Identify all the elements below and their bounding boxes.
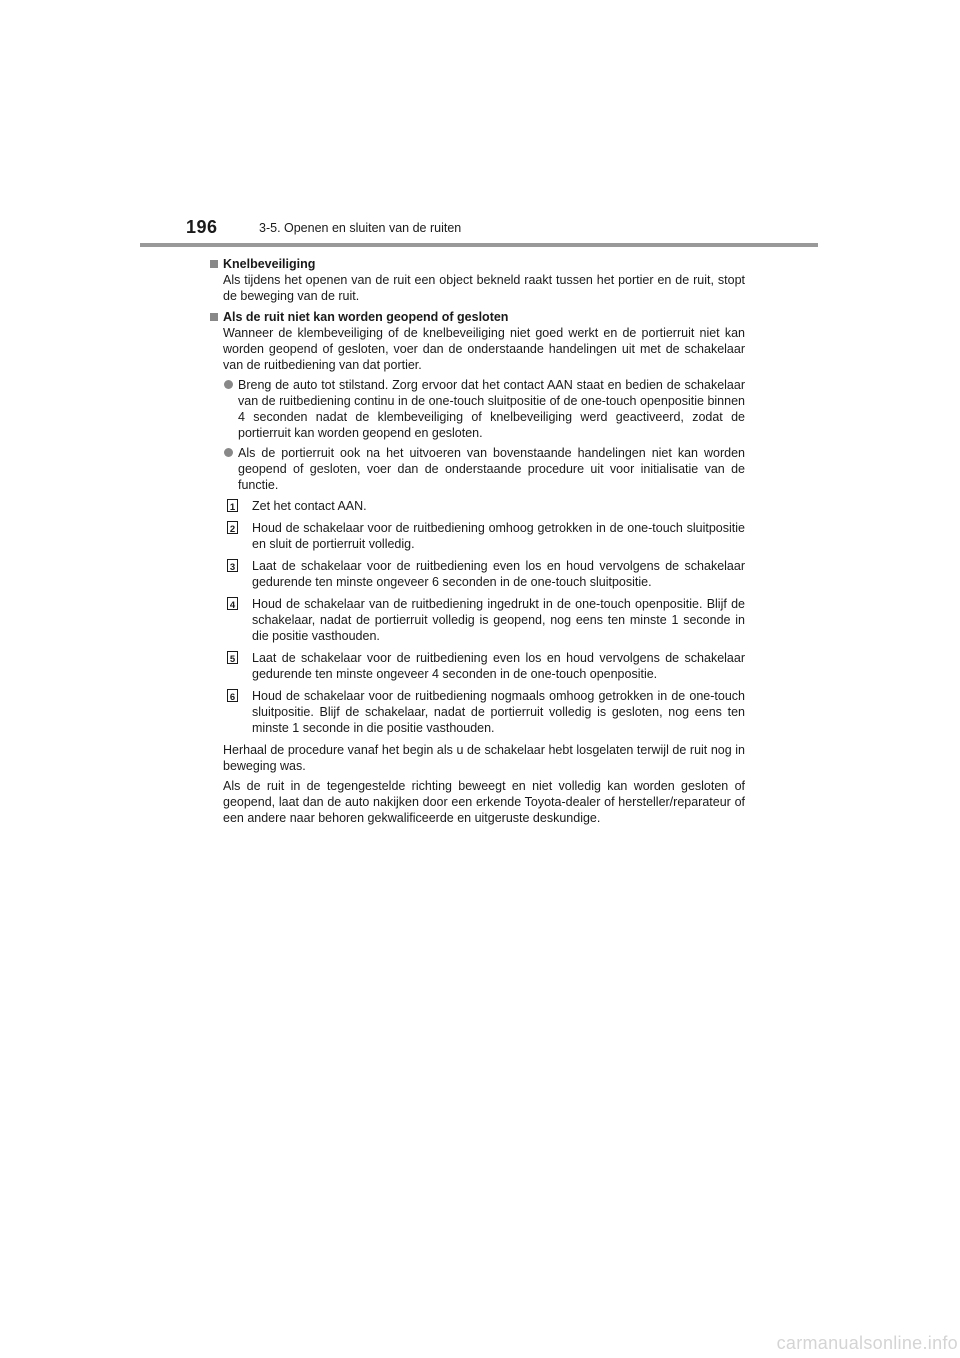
round-bullet-icon: [224, 448, 233, 457]
square-bullet-icon: [210, 260, 218, 268]
step-item: 6 Houd de schakelaar voor de ruitbediening nogmaals omhoog getrokken in de one-touch sluitpositie. Blijf de schakelaar, nadat de portierruit volledig is gesloten, nog eens ten minste 1 seconde in die positie vasthouden.: [210, 688, 745, 736]
paragraph: Als tijdens het openen van de ruit een object bekneld raakt tussen het portier en de ruit, stopt de beweging van de ruit.: [223, 273, 745, 303]
step-item: 2 Houd de schakelaar voor de ruitbediening omhoog getrokken in de one-touch sluitpositie en sluit de portierruit volledig.: [210, 520, 745, 552]
square-bullet-icon: [210, 313, 218, 321]
round-bullet-icon: [224, 380, 233, 389]
list-item: Als de portierruit ook na het uitvoeren van bovenstaande handelingen niet kan worden geopend of gesloten, voer dan de onderstaande procedure uit voor initialisatie van de functie.: [223, 445, 745, 493]
step-item: 1 Zet het contact AAN.: [210, 498, 745, 514]
page-number: 196: [186, 217, 218, 237]
step-list: [210, 498, 745, 736]
header-divider: [140, 243, 818, 247]
section-heading: Als de ruit niet kan worden geopend of gesloten: [210, 309, 745, 325]
step-number-box: 4: [227, 597, 238, 610]
step-number-box: 6: [227, 689, 238, 702]
step-number-box: 1: [227, 499, 238, 512]
step-number-box: 3: [227, 559, 238, 572]
closing-paragraph: Als de ruit in de tegengestelde richting beweegt en niet volledig kan worden gesloten of geopend, laat dan de auto nakijken door een erkende Toyota-dealer of hersteller/reparateur of een andere naar behoren gekwalificeerde en uitgeruste deskundige.: [223, 779, 745, 825]
step-item: 4 Houd de schakelaar van de ruitbediening ingedrukt in de one-touch openpositie. Blijf de schakelaar, nadat de portierruit volledig is geopend, nog eens ten minste 1 seconde in die positie vasthouden.: [210, 596, 745, 644]
step-number-box: 5: [227, 651, 238, 664]
step-number-box: 2: [227, 521, 238, 534]
section-heading: Knelbeveiliging: [210, 256, 745, 272]
step-item: 5 Laat de schakelaar voor de ruitbediening even los en houd vervolgens de schakelaar gedurende ten minste ongeveer 4 seconden in de one-touch openpositie.: [210, 650, 745, 682]
step-item: 3 Laat de schakelaar voor de ruitbediening even los en houd vervolgens de schakelaar gedurende ten minste ongeveer 6 seconden in de one-touch sluitpositie.: [210, 558, 745, 590]
section-ruit-niet-geopend: [210, 309, 745, 826]
paragraph: Wanneer de klembeveiliging of de knelbeveiliging niet goed werkt en de portierruit niet kan worden geopend of gesloten, voer dan de onderstaande handelingen uit met de schakelaar van de ruitbediening van dat portier.: [223, 326, 745, 372]
section-knelbeveiliging: [210, 256, 745, 304]
page-content: [210, 254, 745, 831]
closing-paragraph: Herhaal de procedure vanaf het begin als u de schakelaar hebt losgelaten terwijl de ruit nog in beweging was.: [223, 743, 745, 773]
section-title: 3-5. Openen en sluiten van de ruiten: [259, 221, 462, 235]
list-item: Breng de auto tot stilstand. Zorg ervoor dat het contact AAN staat en bedien de schakelaar van de ruitbediening continu in de one-touch sluitpositie of de one-touch openpositie binnen 4 seconden nadat de klembeveiliging of knelbeveiliging werd geactiveerd, zodat de portierruit kan worden geopend en gesloten.: [223, 377, 745, 441]
watermark: carmanualsonline.info: [776, 1333, 958, 1353]
